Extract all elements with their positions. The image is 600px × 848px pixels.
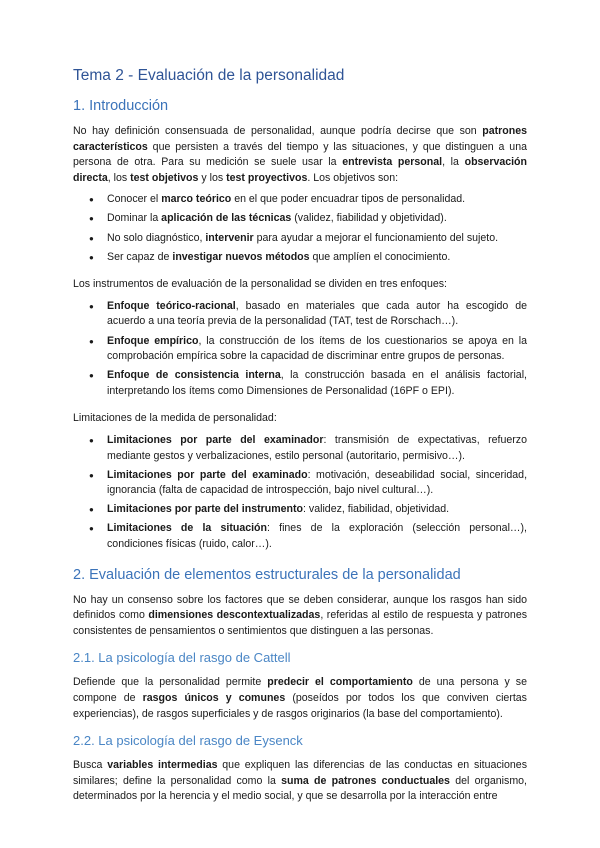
section-2-heading: 2. Evaluación de elementos estructurales de la personalidad [73, 566, 461, 583]
bold-term: Limitaciones de la situación [107, 522, 267, 535]
intro-paragraph: No hay definición consensuada de personalidad, aunque podría decirse que son patrones característicos que persisten a través del tiempo y las situaciones, y que distinguen a una persona de otra. Para su medición se suele usar la entrevista personal, la observación directa, los test objetivos y los test proyectivos. Los objetivos son: [73, 125, 528, 184]
bold-term: dimensiones descontextualizadas [148, 609, 321, 622]
list-item: ● Limitaciones por parte del examinador: transmisión de expectativas, refuerzo mediante gestos y verbalizaciones, estilo personal (autoritario, permisivo…). [107, 433, 527, 464]
bold-term: rasgos únicos y comunes [142, 692, 286, 705]
list-item: ● Limitaciones por parte del instrumento: validez, fiabilidad, objetividad. [107, 502, 527, 518]
bold-term: variables intermedias [107, 759, 218, 772]
list-item: ● Enfoque empírico, la construcción de los ítems de los cuestionarios se apoya en la comprobación empírica sobre la capacidad de discriminar entre grupos de personas. [107, 334, 527, 365]
list-item: ● Dominar la aplicación de las técnicas (validez, fiabilidad y objetividad). [107, 211, 527, 227]
list-item: ● Limitaciones por parte del examinado: motivación, deseabilidad social, sinceridad, ignorancia (falta de capacidad de introspección, bajo nivel cultural…). [107, 468, 527, 499]
list-item: ● Enfoque teórico-racional, basado en materiales que cada autor ha escogido de acuerdo a una teoría previa de la personalidad (TAT, test de Rorschach…). [107, 299, 527, 330]
section-2-2-heading: 2.2. La psicología del rasgo de Eysenck [73, 733, 303, 749]
section-1-heading: 1. Introducción [73, 98, 169, 114]
list-item: ● Limitaciones de la situación: fines de la exploración (selección personal…), condiciones físicas (ruido, calor…). [107, 521, 527, 552]
document-title: Tema 2 - Evaluación de la personalidad [73, 67, 345, 84]
bold-term: patrones característicos [73, 125, 527, 153]
bold-term: marco teórico [161, 193, 232, 206]
bold-term: observación directa [73, 156, 528, 184]
approaches-list [73, 299, 527, 400]
bold-term: Enfoque de consistencia interna [107, 369, 281, 382]
bold-term: aplicación de las técnicas [161, 212, 292, 225]
section-2-paragraph: No hay un consenso sobre los factores que se deben considerar, aunque los rasgos han sido definidos como dimensiones descontextualizadas, referidas al estilo de respuesta y patrones consistentes de pensamientos o sentimientos que distinguen a las personas. [73, 593, 528, 637]
objectives-list [73, 192, 527, 265]
eysenck-paragraph: Busca variables intermedias que expliquen las diferencias de las conductas en situaciones similares; define la personalidad como la suma de patrones conductuales del organismo, determinados por la herencia y el medio social, y que se desarrolla por la interacción entre [73, 759, 527, 803]
bold-term: Enfoque teórico-racional [107, 299, 236, 312]
bold-term: Limitaciones por parte del examinador [107, 434, 324, 446]
document-page [73, 66, 527, 811]
limitations-intro: Limitaciones de la medida de personalidad: [73, 412, 277, 425]
bold-term: entrevista personal [342, 156, 443, 169]
bold-term: suma de patrones conductuales [281, 774, 450, 787]
approaches-intro: Los instrumentos de evaluación de la personalidad se dividen en tres enfoques: [73, 278, 447, 291]
list-item: ● Conocer el marco teórico en el que poder encuadrar tipos de personalidad. [107, 192, 527, 208]
bold-term: investigar nuevos métodos [172, 250, 310, 263]
bold-term: intervenir [205, 231, 254, 244]
bold-term: test proyectivos [226, 171, 308, 184]
list-item: ● Ser capaz de investigar nuevos métodos que amplíen el conocimiento. [107, 250, 527, 266]
bold-term: predecir el comportamiento [267, 676, 413, 689]
limitations-list [73, 433, 527, 553]
bold-term: Limitaciones por parte del examinado [107, 468, 308, 481]
bold-term: Enfoque empírico [107, 334, 199, 347]
cattell-paragraph: Defiende que la personalidad permite predecir el comportamiento de una persona y se compone de rasgos únicos y comunes (poseídos por todos los que conviven ciertas experiencias), de rasgos superficiales y de rasgos originarios (la base del comportamiento). [73, 676, 527, 720]
bold-term: Limitaciones por parte del instrumento [107, 503, 304, 516]
list-item: ● Enfoque de consistencia interna, la construcción basada en el análisis factorial, interpretando los ítems como Dimensiones de Personalidad (16PF o EPI). [107, 368, 527, 399]
bold-term: test objetivos [130, 171, 199, 184]
section-2-1-heading: 2.1. La psicología del rasgo de Cattell [73, 650, 291, 666]
list-item: ● No solo diagnóstico, intervenir para ayudar a mejorar el funcionamiento del sujeto. [107, 231, 527, 247]
